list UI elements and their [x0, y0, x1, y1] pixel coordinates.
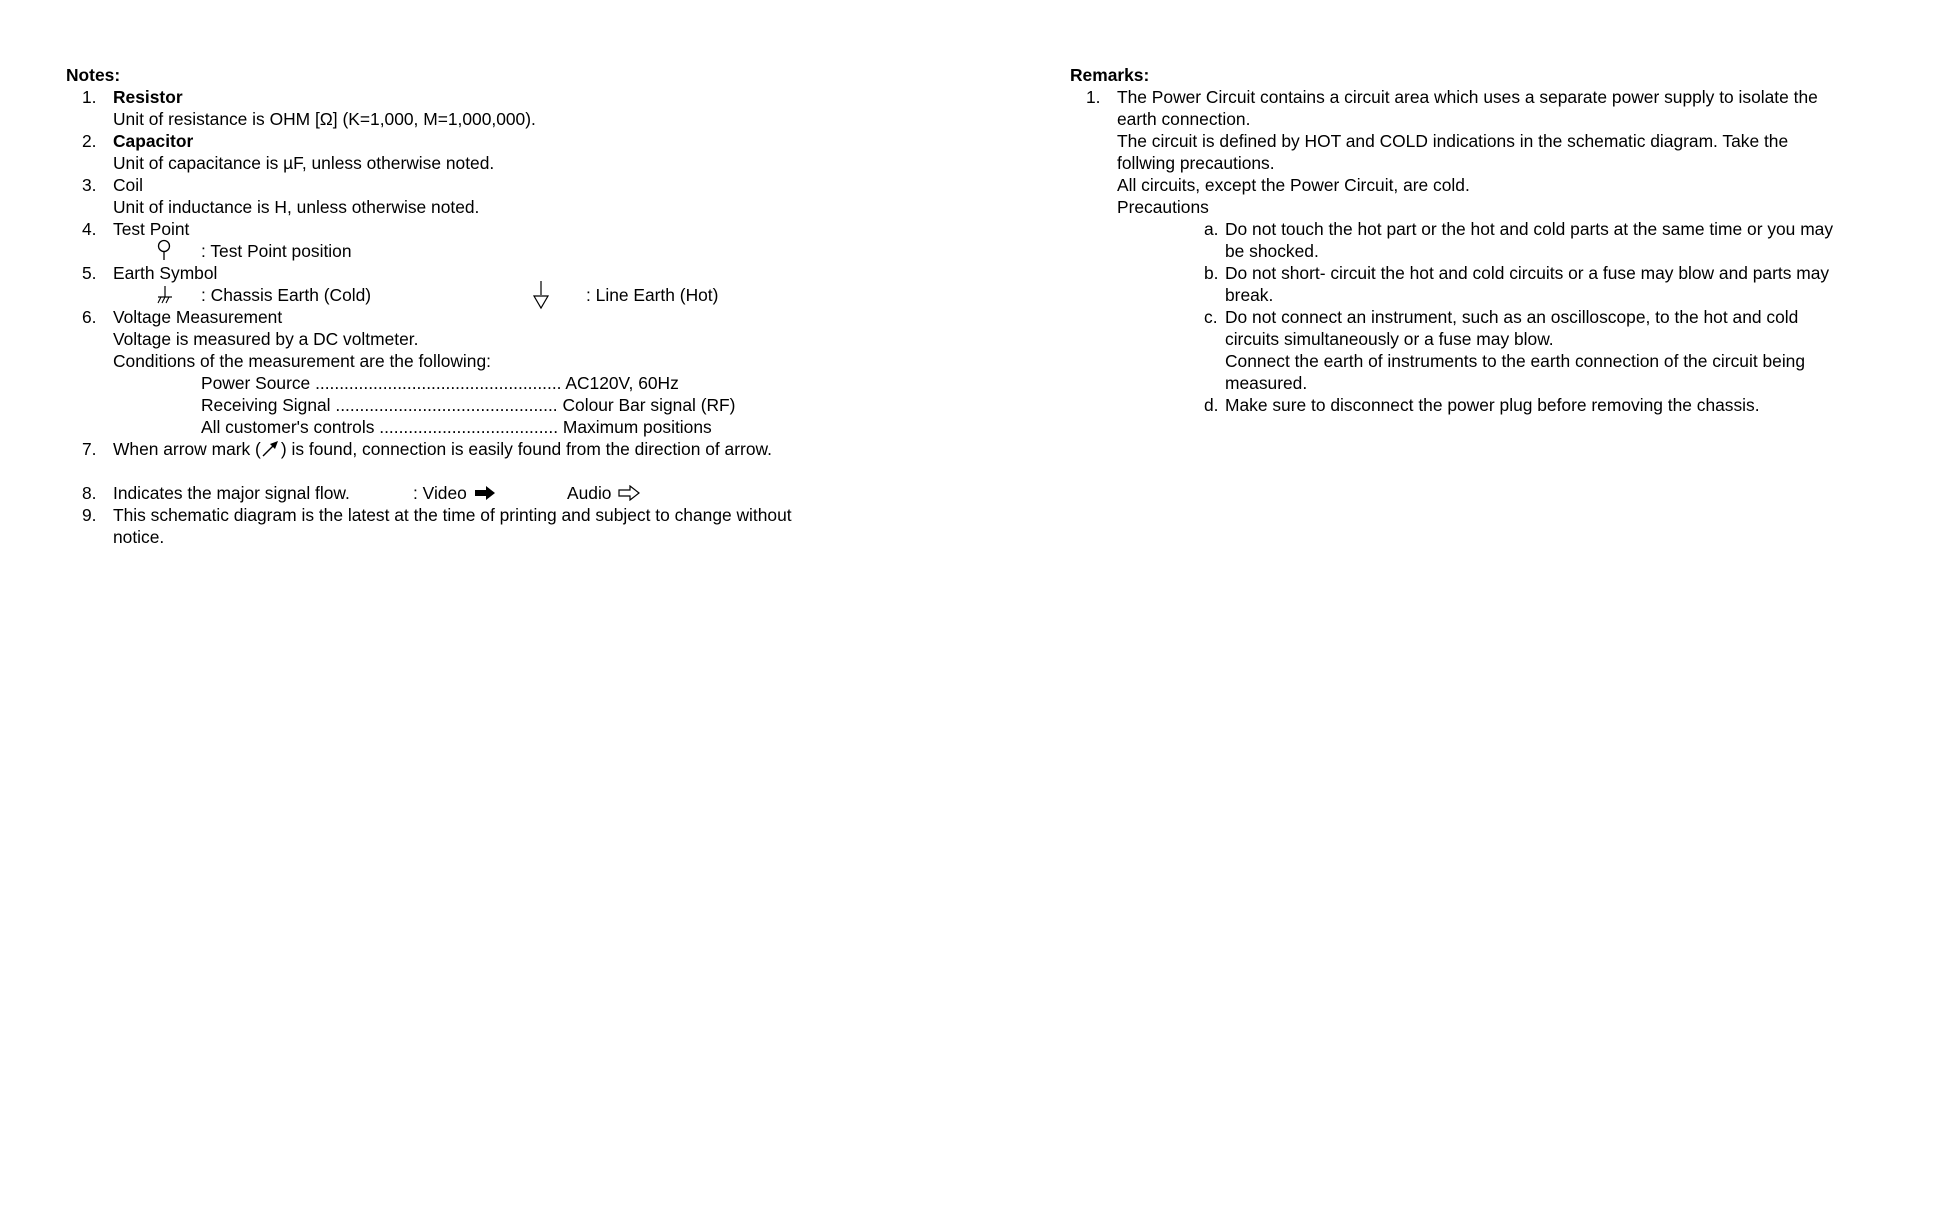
precaution-text: break.: [1225, 285, 1274, 305]
precaution-letter: b.: [1204, 263, 1219, 283]
note-text-coil: Unit of inductance is H, unless otherwise noted.: [113, 197, 480, 217]
note-number: 8.: [82, 483, 97, 503]
condition-value: AC120V, 60Hz: [565, 373, 679, 393]
precaution-letter: c.: [1204, 307, 1218, 327]
precaution-text: Make sure to disconnect the power plug before removing the chassis.: [1225, 395, 1760, 415]
note-number: 5.: [82, 263, 97, 283]
precaution-letter: d.: [1204, 395, 1219, 415]
precaution-text: circuits simultaneously or a fuse may blow.: [1225, 329, 1554, 349]
test-point-label: : Test Point position: [201, 241, 352, 261]
arrow-text-before: When arrow mark (: [113, 439, 261, 459]
note-title-voltage-measurement: Voltage Measurement: [113, 307, 283, 327]
condition-value: Colour Bar signal (RF): [562, 395, 736, 415]
note-text-signal-flow: Indicates the major signal flow.: [113, 483, 350, 503]
video-label: : Video: [413, 483, 467, 503]
precaution-text: Do not short- circuit the hot and cold circuits or a fuse may blow and parts may: [1225, 263, 1830, 283]
line-earth-label: : Line Earth (Hot): [586, 285, 719, 305]
condition-label: Power Source: [201, 373, 311, 393]
remarks-heading: Remarks:: [1070, 65, 1150, 85]
note-text-schematic-latest-cont: notice.: [113, 527, 165, 547]
chassis-earth-label: : Chassis Earth (Cold): [201, 285, 372, 305]
condition-leader: ..............................................: [330, 395, 563, 415]
remark-text: follwing precautions.: [1117, 153, 1275, 173]
note-text-resistor: Unit of resistance is OHM [Ω] (K=1,000, M=1,000,000).: [113, 109, 536, 129]
note-text-schematic-latest: This schematic diagram is the latest at the time of printing and subject to change without: [113, 505, 792, 525]
note-number: 2.: [82, 131, 97, 151]
condition-label: All customer's controls: [201, 417, 375, 437]
condition-value: Maximum positions: [562, 417, 712, 437]
precaution-text: be shocked.: [1225, 241, 1319, 261]
note-number: 3.: [82, 175, 97, 195]
condition-leader: ...................................................: [310, 373, 566, 393]
note-title-coil: Coil: [113, 175, 143, 195]
note-title-capacitor: Capacitor: [113, 131, 194, 151]
note-text-conditions: Conditions of the measurement are the following:: [113, 351, 491, 371]
arrow-text-after: ) is found, connection is easily found from the direction of arrow.: [280, 439, 772, 459]
note-number: 4.: [82, 219, 97, 239]
notes-heading: Notes:: [66, 65, 121, 85]
precaution-text: Connect the earth of instruments to the earth connection of the circuit being: [1225, 351, 1806, 371]
note-title-resistor: Resistor: [113, 87, 183, 107]
precaution-text: measured.: [1225, 373, 1308, 393]
note-number: 6.: [82, 307, 97, 327]
precaution-text: Do not connect an instrument, such as an oscilloscope, to the hot and cold: [1225, 307, 1799, 327]
precaution-text: Do not touch the hot part or the hot and cold parts at the same time or you may: [1225, 219, 1834, 239]
note-title-test-point: Test Point: [113, 219, 190, 239]
remark-precautions-heading: Precautions: [1117, 197, 1209, 217]
remark-text: All circuits, except the Power Circuit, are cold.: [1117, 175, 1470, 195]
audio-label: Audio: [567, 483, 612, 503]
remark-text: The Power Circuit contains a circuit area which uses a separate power supply to isolate the: [1117, 87, 1818, 107]
note-text-voltmeter: Voltage is measured by a DC voltmeter.: [113, 329, 419, 349]
condition-label: Receiving Signal: [201, 395, 331, 415]
precaution-letter: a.: [1204, 219, 1219, 239]
note-number: 1.: [82, 87, 97, 107]
note-number: 7.: [82, 439, 97, 459]
note-number: 9.: [82, 505, 97, 525]
condition-leader: .....................................: [374, 417, 563, 437]
remark-number: 1.: [1086, 87, 1101, 107]
remark-text: earth connection.: [1117, 109, 1251, 129]
note-title-earth-symbol: Earth Symbol: [113, 263, 218, 283]
remark-text: The circuit is defined by HOT and COLD indications in the schematic diagram. Take the: [1117, 131, 1789, 151]
note-text-capacitor: Unit of capacitance is µF, unless otherwise noted.: [113, 153, 495, 173]
